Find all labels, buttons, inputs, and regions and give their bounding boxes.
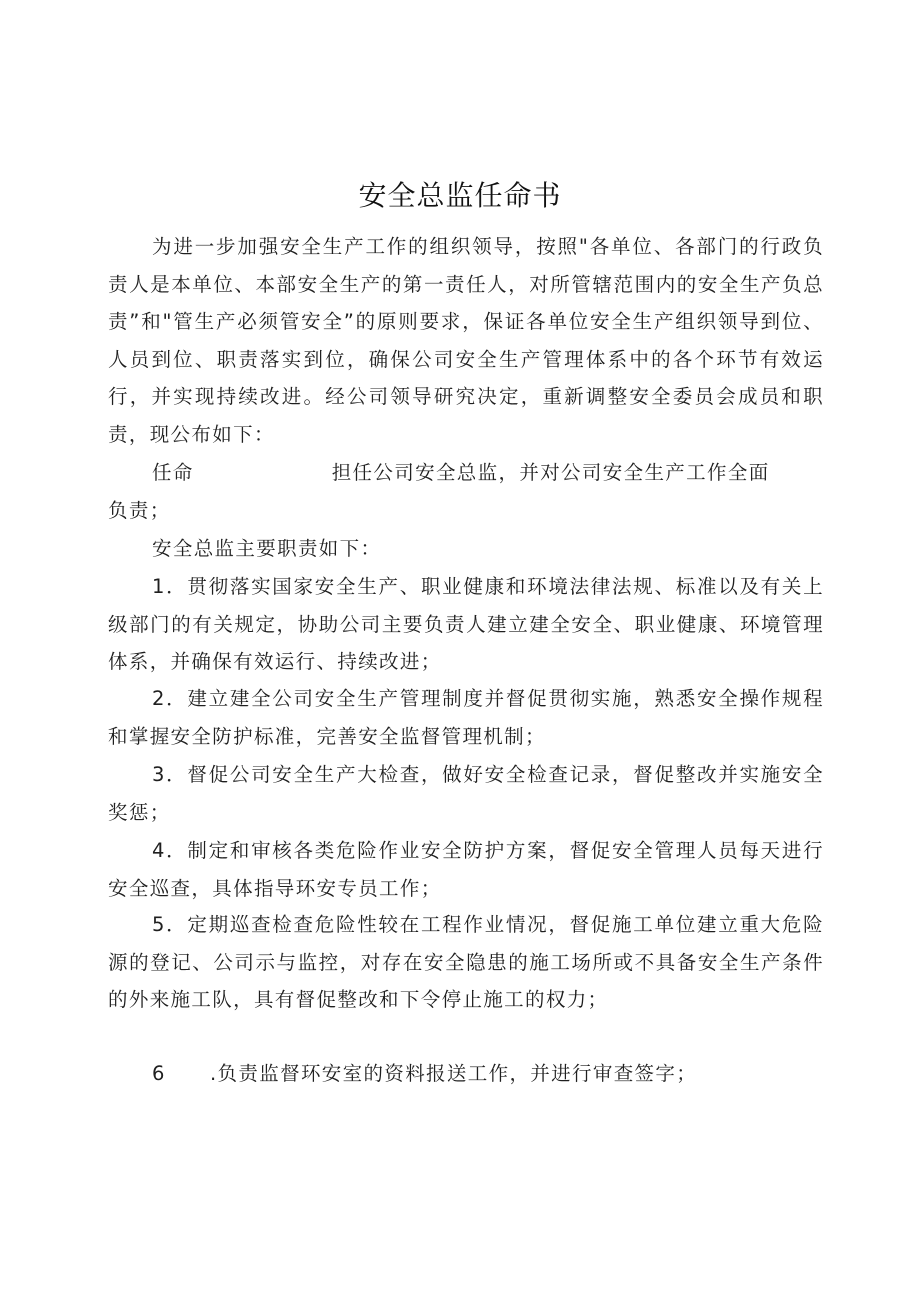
duty-item-2: 2．建立建全公司安全生产管理制度并督促贯彻实施，熟悉安全操作规程和掌握安全防护标准，完善安全监督管理机制；: [108, 687, 824, 748]
appointment-tail: 负责；: [108, 498, 171, 522]
intro-paragraph: 为进一步加强安全生产工作的组织领导，按照"各单位、各部门的行政负责人是本单位、本部安全生产的第一责任人，对所管辖范围内的安全生产负总责”和"管生产必须管安全”的原则要求，保证各单位安全生产组织领导到位、人员到位、职责落实到位，确保公司安全生产管理体系中的各个环节有效运行，并实现持续改进。经公司领导研究决定，重新调整安全委员会成员和职责，现公布如下：: [108, 235, 824, 446]
duty-item-6: [152, 1055, 697, 1093]
duty-item-5: 5．定期巡查检查危险性较在工程作业情况，督促施工单位建立重大危险源的登记、公司示与监控，对存在安全隐患的施工场所或不具备安全生产条件的外来施工队，具有督促整改和下令停止施工的权力；: [108, 913, 824, 1012]
appointment-paragraph: [108, 454, 824, 529]
duty-item-4: 4．制定和审核各类危险作业安全防护方案，督促安全管理人员每天进行安全巡查，具体指导环安专员工作；: [108, 839, 824, 900]
appointment-suffix: 担任公司安全总监，并对公司安全生产工作全面: [331, 461, 770, 484]
duty-6-number: 6: [152, 1062, 166, 1085]
appointment-line: [108, 454, 824, 492]
document-title: 安全总监任命书: [358, 179, 562, 212]
duty-6-text: .负责监督环安室的资料报送工作，并进行审查签字；: [210, 1062, 698, 1085]
duty-item-3: 3．督促公司安全生产大检查，做好安全检查记录，督促整改并实施安全奖惩；: [108, 763, 824, 824]
duties-heading: 安全总监主要职责如下：: [152, 537, 382, 560]
duty-item-1: 1．贯彻落实国家安全生产、职业健康和环境法律法规、标准以及有关上级部门的有关规定，协助公司主要负责人建立建全安全、职业健康、环境管理体系，并确保有效运行、持续改进；: [108, 575, 824, 674]
appointment-prefix: 任命: [152, 461, 194, 484]
